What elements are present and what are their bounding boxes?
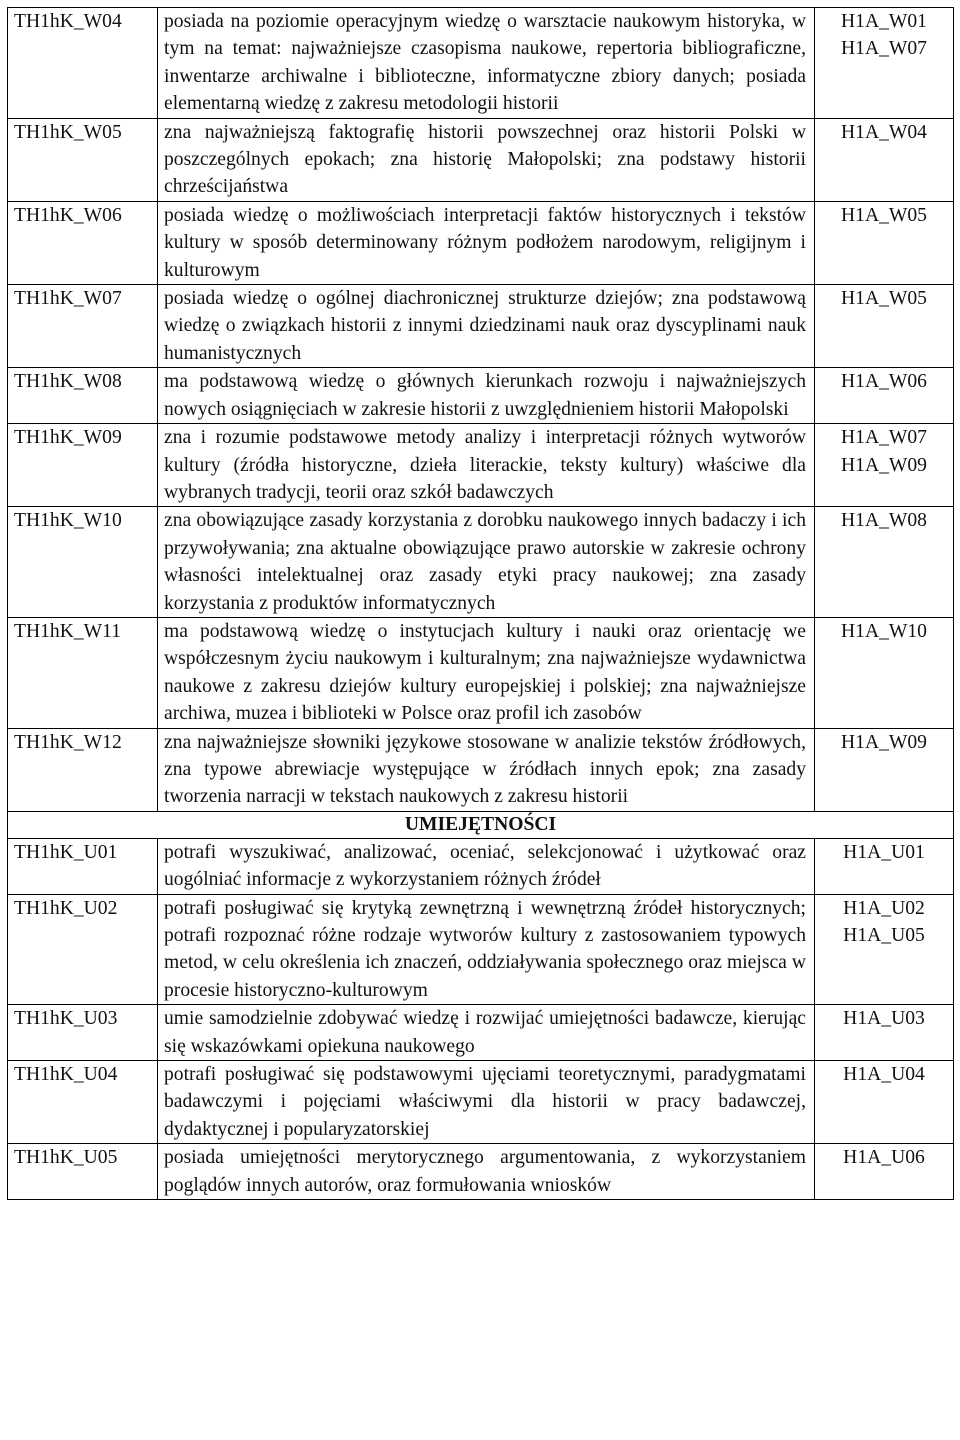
outcome-description: potrafi posługiwać się podstawowymi ujęciami teoretycznymi, paradygmatami badawczymi i pojęciami właściwymi dla historii w pracy badawczej, dydaktycznej i popularyzatorskiej	[158, 1061, 815, 1144]
outcome-row	[8, 368, 954, 424]
outcome-code: TH1hK_W11	[8, 617, 158, 728]
knowledge-section	[8, 8, 954, 812]
reference-codes	[815, 1005, 954, 1061]
outcome-code: TH1hK_U02	[8, 894, 158, 1005]
learning-outcomes-table	[7, 7, 954, 1200]
outcome-description: zna najważniejszą faktografię historii powszechnej oraz historii Polski w poszczególnych epokach; zna historię Małopolski; zna podstawy historii chrześcijaństwa	[158, 118, 815, 201]
reference-code: H1A_U04	[843, 1064, 925, 1086]
reference-codes	[815, 424, 954, 507]
skills-header-section	[8, 811, 954, 838]
outcome-description: posiada umiejętności merytorycznego argumentowania, z wykorzystaniem poglądów innych autorów, oraz formułowania wniosków	[158, 1144, 815, 1200]
reference-code: H1A_U06	[843, 1147, 925, 1169]
outcome-code: TH1hK_W07	[8, 285, 158, 368]
outcome-row	[8, 507, 954, 618]
outcome-description: umie samodzielnie zdobywać wiedzę i rozwijać umiejętności badawcze, kierując się wskazówkami opiekuna naukowego	[158, 1005, 815, 1061]
outcome-row	[8, 201, 954, 284]
skills-section	[8, 838, 954, 1199]
reference-codes	[815, 1144, 954, 1200]
outcome-row	[8, 1005, 954, 1061]
skills-heading: UMIEJĘTNOŚCI	[8, 811, 954, 838]
reference-code: H1A_W06	[841, 371, 927, 393]
reference-code: H1A_W09	[841, 454, 927, 476]
outcome-code: TH1hK_W06	[8, 201, 158, 284]
reference-codes	[815, 838, 954, 894]
reference-codes	[815, 285, 954, 368]
reference-codes	[815, 1061, 954, 1144]
outcome-description: posiada wiedzę o możliwościach interpretacji faktów historycznych i tekstów kultury w sposób determinowany różnym podłożem narodowym, religijnym i kulturowym	[158, 201, 815, 284]
reference-code: H1A_W07	[841, 38, 927, 60]
reference-code: H1A_W08	[841, 510, 927, 532]
section-heading-row	[8, 811, 954, 838]
outcome-code: TH1hK_W10	[8, 507, 158, 618]
outcome-row	[8, 617, 954, 728]
outcome-description: ma podstawową wiedzę o głównych kierunkach rozwoju i najważniejszych nowych osiągnięciach w zakresie historii z uwzględnieniem historii Małopolski	[158, 368, 815, 424]
reference-codes	[815, 728, 954, 811]
reference-code: H1A_U03	[843, 1008, 925, 1030]
outcome-description: zna obowiązujące zasady korzystania z dorobku naukowego innych badaczy i ich przywoływania; zna aktualne obowiązujące prawo autorskie w zakresie ochrony własności intelektualnej oraz zasady etyki pracy naukowej; zna zasady korzystania z produktów informatycznych	[158, 507, 815, 618]
outcome-row	[8, 838, 954, 894]
reference-code: H1A_W05	[841, 204, 927, 226]
reference-code: H1A_U01	[843, 841, 925, 863]
reference-code: H1A_W07	[841, 427, 927, 449]
outcome-code: TH1hK_U05	[8, 1144, 158, 1200]
reference-code: H1A_W01	[841, 11, 927, 32]
outcome-code: TH1hK_U03	[8, 1005, 158, 1061]
outcome-row	[8, 8, 954, 119]
reference-codes	[815, 8, 954, 119]
outcome-code: TH1hK_U01	[8, 838, 158, 894]
reference-codes	[815, 368, 954, 424]
reference-code: H1A_U02	[843, 897, 925, 919]
outcome-code: TH1hK_W08	[8, 368, 158, 424]
reference-code: H1A_W05	[841, 288, 927, 310]
reference-codes	[815, 617, 954, 728]
outcome-row	[8, 728, 954, 811]
outcome-description: zna najważniejsze słowniki językowe stosowane w analizie tekstów źródłowych, zna typowe abrewiacje występujące w źródłach innych epok; zna zasady tworzenia narracji w tekstach naukowych z zakresu historii	[158, 728, 815, 811]
reference-codes	[815, 894, 954, 1005]
outcome-row	[8, 285, 954, 368]
outcome-code: TH1hK_U04	[8, 1061, 158, 1144]
outcome-description: zna i rozumie podstawowe metody analizy i interpretacji różnych wytworów kultury (źródła historyczne, dzieła literackie, teksty kultury) właściwe dla wybranych tradycji, teorii oraz szkół badawczych	[158, 424, 815, 507]
reference-code: H1A_W09	[841, 731, 927, 753]
outcome-description: posiada na poziomie operacyjnym wiedzę o warsztacie naukowym historyka, w tym na temat: najważniejsze czasopisma naukowe, repertoria bibliograficzne, inwentarze archiwalne i biblioteczne, informatyczne zbiory danych; posiada elementarną wiedzę z zakresu metodologii historii	[158, 8, 815, 119]
outcome-code: TH1hK_W12	[8, 728, 158, 811]
reference-code: H1A_W10	[841, 620, 927, 642]
outcome-row	[8, 118, 954, 201]
outcome-code: TH1hK_W05	[8, 118, 158, 201]
reference-codes	[815, 118, 954, 201]
outcome-row	[8, 1061, 954, 1144]
outcome-row	[8, 894, 954, 1005]
outcome-description: posiada wiedzę o ogólnej diachronicznej strukturze dziejów; zna podstawową wiedzę o związkach historii z innymi dziedzinami nauk oraz dyscyplinami nauk humanistycznych	[158, 285, 815, 368]
outcome-description: ma podstawową wiedzę o instytucjach kultury i nauki oraz orientację we współczesnym życiu naukowym i kulturalnym; zna najważniejsze wydawnictwa naukowe z zakresu dziejów kultury europejskiej i polskiej; zna najważniejsze archiwa, muzea i biblioteki w Polsce oraz profil ich zasobów	[158, 617, 815, 728]
outcome-description: potrafi wyszukiwać, analizować, oceniać, selekcjonować i użytkować oraz uogólniać informacje z wykorzystaniem różnych źródeł	[158, 838, 815, 894]
outcome-description: potrafi posługiwać się krytyką zewnętrzną i wewnętrzną źródeł historycznych; potrafi rozpoznać różne rodzaje wytworów kultury z zastosowaniem typowych metod, w celu określenia ich znaczeń, oddziaływania społecznego oraz miejsca w procesie historyczno-kulturowym	[158, 894, 815, 1005]
reference-code: H1A_U05	[843, 925, 925, 946]
outcome-code: TH1hK_W09	[8, 424, 158, 507]
outcome-row	[8, 1144, 954, 1200]
outcome-code: TH1hK_W04	[8, 8, 158, 119]
reference-codes	[815, 201, 954, 284]
reference-code: H1A_W04	[841, 121, 927, 143]
outcome-row	[8, 424, 954, 507]
reference-codes	[815, 507, 954, 618]
